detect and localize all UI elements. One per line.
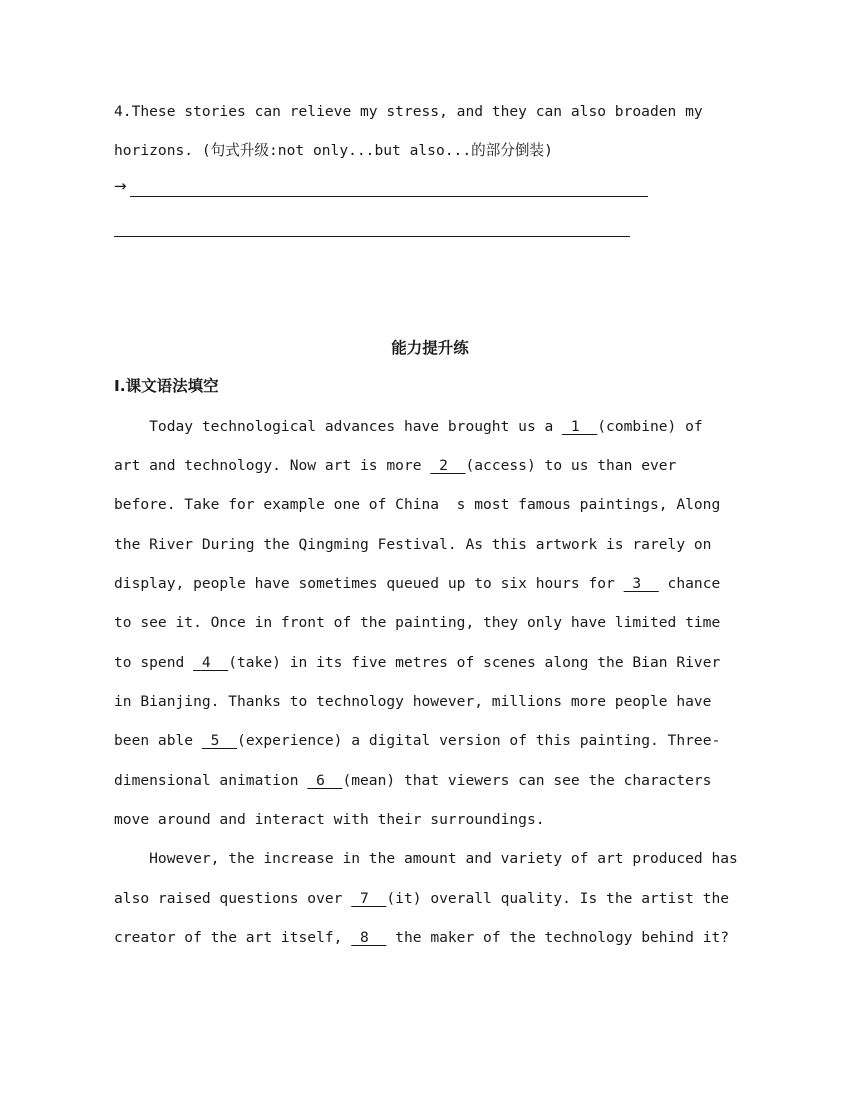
passage-line: move around and interact with their surroundings. bbox=[114, 811, 545, 828]
text-segment: been able bbox=[114, 732, 202, 749]
passage-line bbox=[114, 446, 676, 485]
text-segment: (it) overall quality. Is the artist the bbox=[386, 890, 730, 907]
text-segment: (access) to us than ever bbox=[465, 457, 677, 474]
blank-4[interactable]: 4 bbox=[193, 654, 229, 671]
passage-line bbox=[114, 761, 711, 800]
text-segment: creator of the art itself, bbox=[114, 929, 352, 946]
text-segment: chance bbox=[658, 575, 721, 592]
passage-line: the River During the Qingming Festival. As this artwork is rarely on bbox=[114, 536, 712, 553]
text-segment: (take) in its five metres of scenes along the Bian River bbox=[228, 654, 721, 671]
passage-line bbox=[114, 918, 729, 957]
text-segment: dimensional animation bbox=[114, 772, 308, 789]
blank-2[interactable]: 2 bbox=[430, 457, 466, 474]
passage-line bbox=[114, 879, 729, 918]
section-subtitle: Ⅰ.课文语法填空 bbox=[114, 377, 219, 395]
text-segment: display, people have sometimes queued up to six hours for bbox=[114, 575, 624, 592]
passage-line bbox=[114, 721, 720, 760]
blank-8[interactable]: 8 bbox=[351, 929, 387, 946]
text-segment: (combine) of bbox=[597, 418, 703, 435]
blank-7[interactable]: 7 bbox=[351, 890, 387, 907]
text-segment: to spend bbox=[114, 654, 194, 671]
passage-line: in Bianjing. Thanks to technology however, millions more people have bbox=[114, 693, 712, 710]
passage-line: to see it. Once in front of the painting, they only have limited time bbox=[114, 614, 721, 631]
arrow-icon: → bbox=[114, 177, 127, 195]
blank-1[interactable]: 1 bbox=[562, 418, 598, 435]
passage-line bbox=[114, 564, 720, 603]
question-4-line-2: horizons. (句式升级:not only...but also...的部分倒装) bbox=[114, 142, 553, 159]
passage-line bbox=[114, 407, 703, 446]
passage-line bbox=[114, 643, 720, 682]
text-segment: art and technology. Now art is more bbox=[114, 457, 431, 474]
blank-3[interactable]: 3 bbox=[623, 575, 659, 592]
blank-6[interactable]: 6 bbox=[307, 772, 343, 789]
passage-line: However, the increase in the amount and variety of art produced has bbox=[114, 850, 738, 867]
passage-line: before. Take for example one of China s most famous paintings, Along bbox=[114, 496, 721, 513]
text-segment: (experience) a digital version of this painting. Three- bbox=[237, 732, 721, 749]
text-segment: the maker of the technology behind it? bbox=[386, 929, 730, 946]
text-segment: also raised questions over bbox=[114, 890, 352, 907]
text-segment: (mean) that viewers can see the characters bbox=[342, 772, 712, 789]
text-segment: Today technological advances have brought us a bbox=[114, 418, 563, 435]
answer-line-1[interactable] bbox=[130, 196, 648, 197]
blank-5[interactable]: 5 bbox=[201, 732, 238, 749]
section-title: 能力提升练 bbox=[391, 339, 469, 357]
question-4-line-1: 4.These stories can relieve my stress, and they can also broaden my bbox=[114, 103, 703, 120]
answer-line-2[interactable] bbox=[114, 236, 630, 237]
